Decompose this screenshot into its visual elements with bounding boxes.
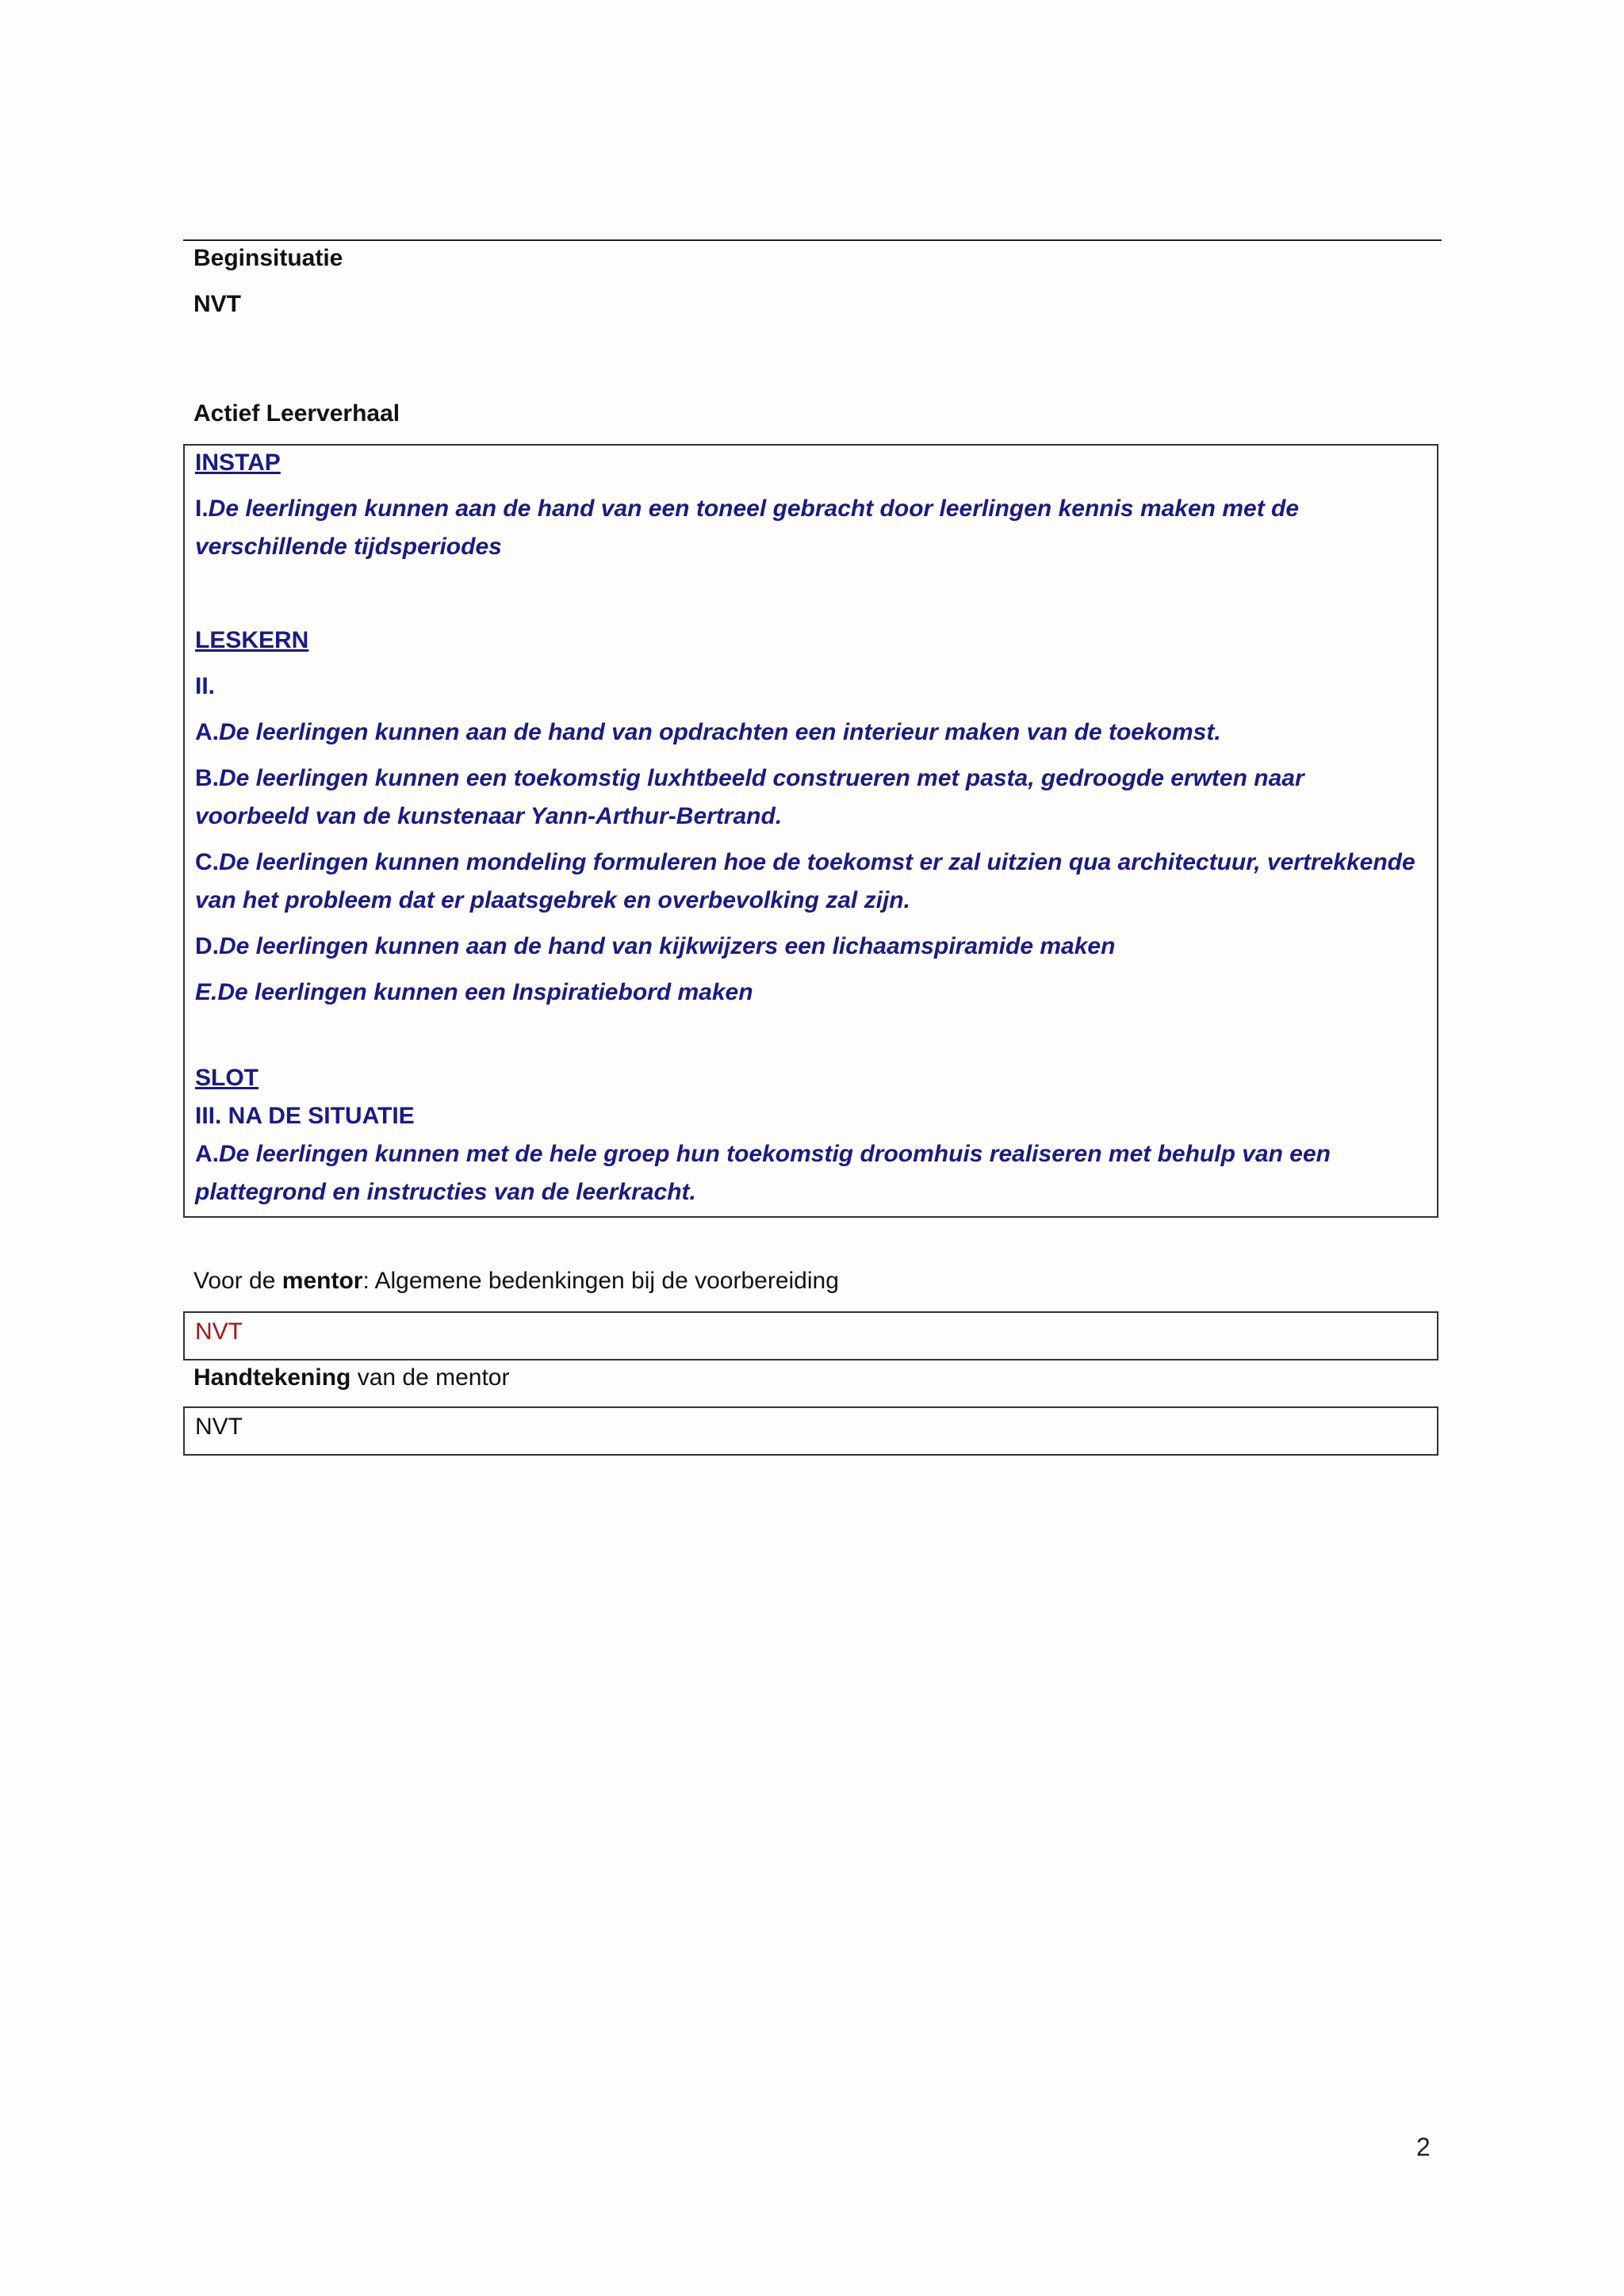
slot-heading: SLOT	[195, 1065, 259, 1091]
slot-item-a-text: De leerlingen kunnen met de hele groep hun toekomstig droomhuis realiseren met behulp van een	[219, 1141, 1331, 1167]
leskern-item-b-text: De leerlingen kunnen een toekomstig luxhtbeeld construeren met pasta, gedroogde erwten naar	[219, 765, 1304, 791]
instap-heading: INSTAP	[195, 450, 281, 476]
instap-roman: I.	[195, 496, 209, 522]
leskern-item-b-letter: B.	[195, 765, 219, 791]
leerverhaal-box	[183, 444, 1438, 1218]
leskern-item-b	[195, 763, 1304, 794]
mentor-notes-box	[183, 1311, 1438, 1360]
mentor-label-prefix: Voor de	[193, 1268, 282, 1294]
leskern-item-d	[195, 931, 1115, 962]
leskern-roman: II.	[195, 673, 216, 699]
leskern-item-c-text: De leerlingen kunnen mondeling formuleren hoe de toekomst er zal uitzien qua architectuur, vertrekkende	[219, 849, 1415, 875]
signature-box	[183, 1406, 1438, 1456]
top-rule	[183, 239, 1442, 241]
leskern-item-a	[195, 717, 1221, 748]
leskern-item-d-text: De leerlingen kunnen aan de hand van kijkwijzers een lichaamspiramide maken	[219, 933, 1116, 959]
mentor-label	[193, 1265, 839, 1297]
leskern-item-e-text: De leerlingen kunnen een Inspiratiebord maken	[217, 979, 753, 1005]
leskern-item-a-letter: A.	[195, 719, 219, 745]
leskern-item-c-letter: C.	[195, 849, 219, 875]
signature-label-bold: Handtekening	[193, 1364, 351, 1391]
leskern-heading: LESKERN	[195, 627, 309, 653]
mentor-label-suffix: : Algemene bedenkingen bij de voorbereiding	[362, 1268, 839, 1294]
slot-item-a-line-2: plattegrond en instructies van de leerkracht.	[195, 1179, 696, 1205]
signature-label-suffix: van de mentor	[350, 1364, 510, 1391]
beginsituatie-value: NVT	[193, 291, 241, 317]
instap-line-2: verschillende tijdsperiodes	[195, 534, 502, 560]
beginsituatie-heading: Beginsituatie	[193, 245, 343, 271]
actief-leerverhaal-heading: Actief Leerverhaal	[193, 400, 400, 427]
signature-value: NVT	[195, 1414, 243, 1440]
leskern-item-c-line-2: van het probleem dat er plaatsgebrek en overbevolking zal zijn.	[195, 887, 910, 913]
mentor-notes-value: NVT	[195, 1318, 243, 1345]
slot-subheading: III. NA DE SITUATIE	[195, 1103, 415, 1129]
leskern-item-e-letter: E.	[195, 979, 218, 1005]
leskern-item-a-text: De leerlingen kunnen aan de hand van opdrachten een interieur maken van de toekomst.	[219, 719, 1221, 745]
page-number: 2	[1416, 2133, 1431, 2161]
slot-item-a-letter: A.	[195, 1141, 219, 1167]
instap-line-1	[195, 493, 1299, 525]
instap-text-1: De leerlingen kunnen aan de hand van een toneel gebracht door leerlingen kennis maken met de	[208, 496, 1300, 522]
signature-label	[193, 1362, 509, 1394]
leskern-item-b-line-2: voorbeeld van de kunstenaar Yann-Arthur-Bertrand.	[195, 803, 783, 829]
slot-item-a	[195, 1138, 1331, 1170]
mentor-label-bold: mentor	[282, 1268, 363, 1294]
leskern-item-d-letter: D.	[195, 933, 219, 959]
leskern-item-e	[195, 977, 753, 1008]
leskern-item-c	[195, 847, 1415, 878]
